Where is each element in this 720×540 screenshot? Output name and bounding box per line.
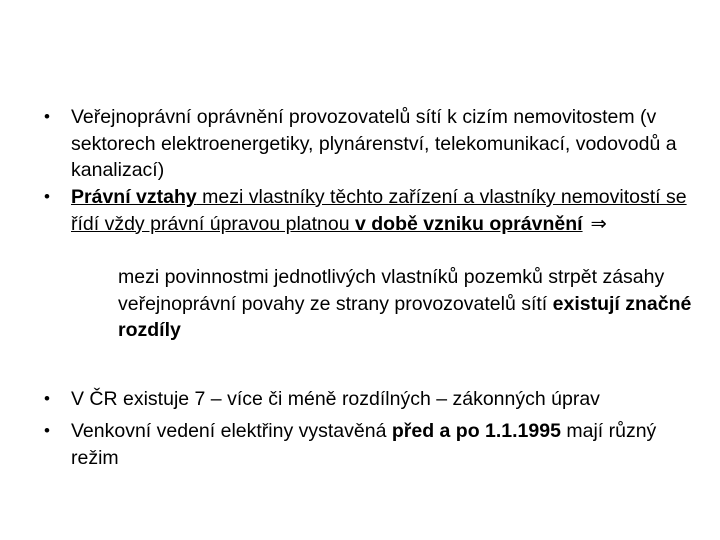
bullet-marker: •	[44, 421, 50, 440]
bullet-text-post: mají různý režim	[71, 420, 657, 469]
sub-text: mezi povinnostmi jednotlivých vlastníků pozemků strpět zásahy veřejnoprávní povahy ze strany provozovatelů sítí	[118, 266, 665, 315]
date-bold-text: před a po 1.1.1995	[391, 420, 561, 442]
bullet-text: mezi vlastníky těchto zařízení a vlastníky nemovitostí se řídí vždy právní úpravou platnou	[71, 186, 687, 235]
bullet-item-4	[44, 418, 701, 471]
legal-relations-term: Právní vztahy	[71, 186, 197, 208]
bullet-text: V ČR existuje 7 – více či méně rozdílných – zákonných úprav	[71, 388, 600, 410]
bullet-marker: •	[44, 107, 50, 126]
implies-arrow-icon: ⇒	[590, 212, 607, 235]
sub-paragraph	[118, 264, 708, 344]
bullet-marker: •	[44, 187, 50, 206]
bullet-item-1	[44, 104, 701, 184]
bullet-item-3	[44, 386, 701, 413]
bullet-text-pre: Venkovní vedení elektřiny vystavěná	[71, 420, 392, 442]
bullet-marker: •	[44, 389, 50, 408]
bullet-item-2	[44, 184, 701, 237]
sub-bold-text: existují značné rozdíly	[118, 292, 692, 341]
bullet-text: Veřejnoprávní oprávnění provozovatelů sítí k cizím nemovitostem (v sektorech elektroenergetiky, plynárenství, telekomunikací, vodovodů a kanalizací)	[71, 106, 677, 181]
time-of-origin-term: v době vzniku oprávnění	[355, 212, 583, 235]
